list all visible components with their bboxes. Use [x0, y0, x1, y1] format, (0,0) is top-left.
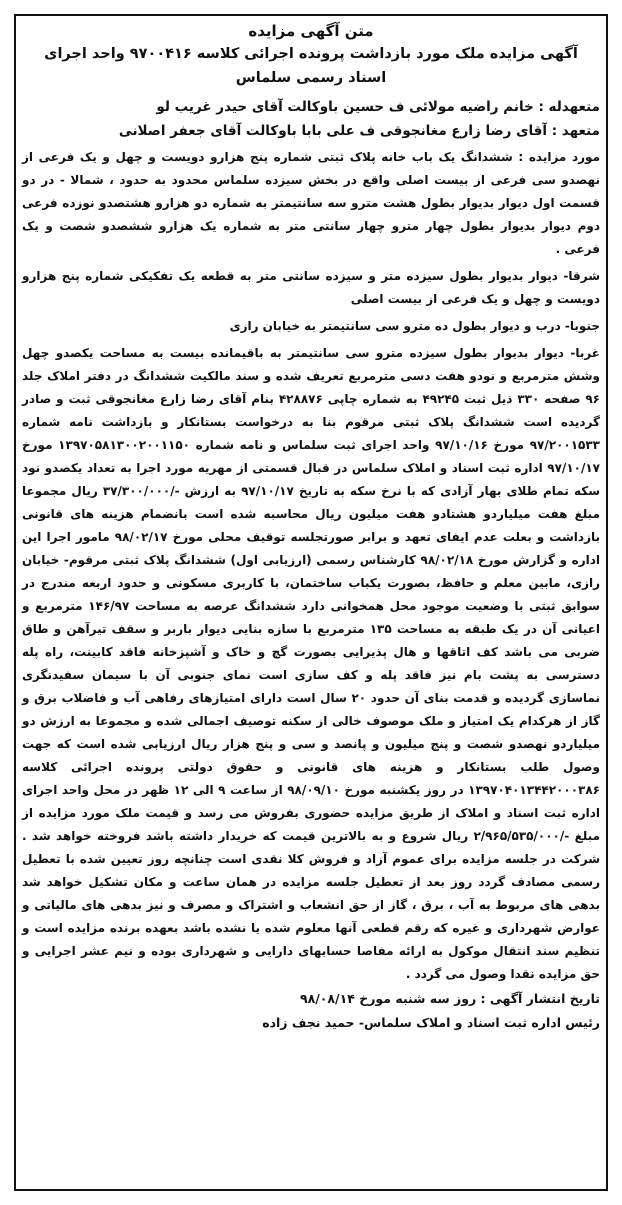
notice-title: متن آگهی مزایده — [248, 22, 374, 40]
publish-date-line: تاریخ انتشار آگهی : روز سه شنبه مورخ ۹۸/۰۸/۱۴ — [299, 991, 600, 1006]
west-boundary-details-paragraph: غربا- دیوار بدیوار بطول سیزده مترو سی سانتیمتر به باقیمانده بیست به مساحت یکصدو چهل وشش مترمربع و نودو هفت دسی مترمربع تعریف شده و سند مالکیت ششدانگ در دفتر املاک جلد ۹۶ صفحه ۳۳۰ ذیل ثبت ۴۹۲۴۵ به شماره چاپی ۴۲۸۸۷۶ بنام آقای رضا زارع مغانجوقی ثبت و صادر گردیده است ششدانگ پلاک ثبتی مرقوم بنا به درخواست بستانکار و بازداشت نامه شماره ۹۷/۲۰۰۱۵۳۳ مورخ ۹۷/۱۰/۱۶ واحد اجرای ثبت سلماس و نامه شماره ۱۳۹۷۰۵۸۱۳۰۰۲۰۰۱۱۵۰ مورخ ۹۷/۱۰/۱۷ اداره ثبت اسناد و املاک سلماس در قبال قسمتی از مهریه مورد اجرا به تعداد یکصدو نود سکه تمام طلای بهار آزادی که با نرخ سکه به تاریخ ۹۷/۱۰/۱۷ به ارزش -/۳۷/۳۰۰/۰۰۰ ریال مجموعا مبلغ هفت میلیاردو هشتادو هفت میلیون ریال محاسبه شده است بانضمام هزینه های قانونی بازداشت و بعلت عدم ایفای تعهد و برابر صورتجلسه توقیف محلی مورخ ۹۸/۰۲/۱۷ مامور اجرا این اداره و گزارش مورخ ۹۸/۰۲/۱۸ کارشناس رسمی (ارزیابی اول) ششدانگ پلاک ثبتی مرقوم- خیابان رازی، مابین معلم و حافظ، بصورت یکباب ساختمان، با کاربری مسکونی و حدود اربعه مندرج در سوابق ثبتی با وضعیت موجود محل همخوانی دارد ششدانگ عرصه به مساحت ۱۴۶/۹۷ مترمربع و اعیانی آن در یک طبقه به مساحت ۱۳۵ مترمربع با سازه بنایی دیوار باربر و سقف تیرآهن و طاق ضربی می باشد کف اتاقها و هال پذیرایی بصورت گچ و خاک و آشپزخانه فاقد کابینت، راه پله دسترسی به پشت بام نیز فاقد پله و کف سازی است نمای جنوبی آن با سیمان سفیدنگری نماسازی گردیده و قدمت بنای آن حدود ۲۰ سال است دارای امتیازهای رفاهی آب و فاضلاب برق و گاز از هرکدام یک امتیاز و ملک موصوف خالی از سکنه توصیف اجمالی شده و مجموعا به ارزش دو میلیاردو نهصدو شصت و پنج میلیون و پانصد و سی و پنج هزار ریال ارزیابی شده است که جهت وصول طلب بستانکار و هزینه های قانونی و حقوق دولتی پرونده اجرائی کلاسه ۱۳۹۷۰۴۰۱۳۴۴۲۰۰۰۳۸۶ در روز یکشنبه مورخ ۹۸/۰۹/۱۰ از ساعت ۹ الی ۱۲ ظهر در محل واحد اجرای اداره ثبت اسناد و املاک از طریق مزایده حضوری بفروش می رسد و قیمت ملک مورد مزایده از مبلغ -/۲/۹۶۵/۵۳۵/۰۰۰ ریال شروع و به بالاترین قیمت که خریدار داشته باشد فروخته خواهد شد . شرکت در جلسه مزایده برای عموم آزاد و فروش کلا نقدی است چنانچه روز تعیین شده با تعطیل رسمی مصادف گردد روز بعد از تعطیل جلسه مزایده در همان ساعت و مکان تشکیل خواهد شد بدهی های مربوط به آب ، برق ، گاز از حق انشعاب و اشتراک و مصرف و نیز بدهی های مالیاتی و عوارض شهرداری و غیره که رقم قطعی آنها معلوم شده یا نشده باشد بعهده برنده مزایده است و تنظیم سند انتقال موکول به ارائه مفاصا حسابهای دارایی و شهرداری بوده و نیم عشر اجرایی و حق مزایده نقدا وصول می گردد . — [22, 346, 601, 981]
auction-subject-paragraph: مورد مزایده : ششدانگ یک باب خانه پلاک ثبتی شماره پنج هزارو دویست و چهل و یک فرعی از نهصدو سی فرعی از بیست اصلی واقع در بخش سیزده سلماس محدود به حدود ، شمالا - در دو قسمت اول دیوار بدیوار بطول هشت مترو سه سانتیمتر به شماره دو هزارو هشتصدو نوزده فرعی دوم دیوار بدیوار بطول چهار مترو چهار سانتی متر به شماره یک هزارو ششصدو شصت و یک فرعی . — [22, 150, 600, 256]
notice-subtitle-line1: آگهی مزایده ملک مورد بازداشت پرونده اجرائی کلاسه ۹۷۰۰۴۱۶ واحد اجرای — [44, 46, 578, 62]
signature-line: رئیس اداره ثبت اسناد و املاک سلماس- حمید نجف زاده — [262, 1015, 600, 1030]
notice-content — [22, 20, 600, 1034]
debtor-line: متعهد : آقای رضا زارع مغانجوقی ف علی بابا باوکالت آقای جعفر اصلانی — [118, 123, 600, 139]
east-boundary-paragraph: شرقا- دیوار بدیوار بطول سیزده متر و سیزده سانتی متر به قطعه یک تفکیکی شماره پنج هزارو دویست و چهل و یک فرعی از بیست اصلی — [22, 269, 600, 306]
notice-subtitle-line2: اسناد رسمی سلماس — [235, 70, 387, 86]
creditor-line: متعهدله : خانم راضیه مولائی ف حسین باوکالت آقای حیدر غریب لو — [156, 99, 600, 115]
south-boundary-paragraph: جنوبا- درب و دیوار بطول ده مترو سی سانتیمتر به خیابان رازی — [229, 319, 600, 333]
